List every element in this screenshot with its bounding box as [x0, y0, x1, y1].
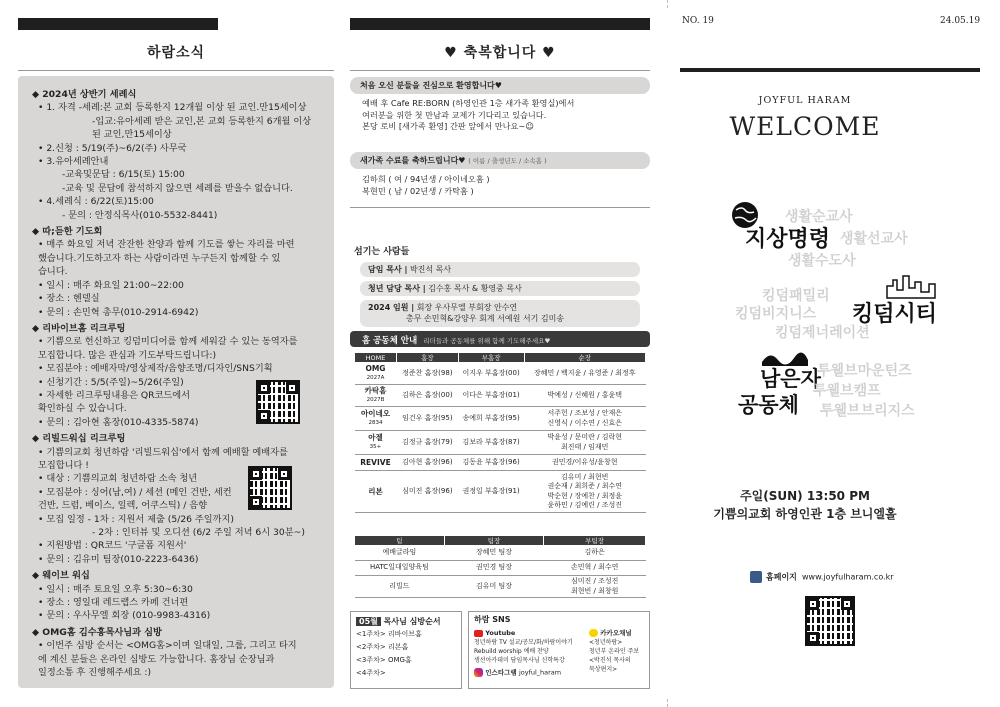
- kakao-icon: [589, 629, 598, 637]
- home-name: 카탁홈 2027B: [355, 385, 397, 407]
- news-line: • 지원방법 : QR코드 '구글폼 지원서': [38, 540, 187, 552]
- news-section-title: ◆ 웨이브 워십: [32, 570, 90, 582]
- table-row: [355, 561, 646, 576]
- news-line: 건반, 드럼, 베이스, 일렉, 어쿠스틱) / 음향: [38, 500, 208, 512]
- home-sun: 김유미 / 최현빈 권순재 / 최희준 / 최수연 박순현 / 장예찬 / 최정윤 윤하민 / 김예린 / 조성진: [524, 471, 646, 513]
- news-line: • 일시 : 매주 토요일 오후 5:30~6:30: [38, 583, 193, 595]
- news-title: 하람소식: [146, 45, 206, 61]
- table-row: [355, 363, 646, 385]
- bless-panel: [350, 0, 650, 707]
- vision-text: 투웰브캠프: [813, 383, 881, 399]
- vision-text: 생활순교사: [785, 209, 853, 225]
- news-line: • 기쁨으로 헌신하고 킹덤미디어를 함께 세워갈 수 있는 동역자를: [38, 336, 298, 348]
- homes-table: [354, 352, 646, 513]
- news-line: - 2차 : 인터뷰 및 오디션 (6/2 주일 저녁 6시 30분~): [92, 527, 305, 538]
- youtube-link[interactable]: Youtube: [474, 629, 584, 638]
- news-line: • 문의 : 손민혁 총무(010-2914-6942): [38, 306, 199, 318]
- news-line: 에 계신 분들은 온라인 심방도 가능합니다. 홈장님 순장님과: [38, 653, 275, 665]
- servants-title: 섬기는 사람들: [354, 247, 410, 257]
- home-leader: 임건우 홈장(95): [396, 407, 458, 431]
- vision-title: 남은자 공동체: [738, 367, 821, 417]
- wave-icon: [760, 348, 810, 368]
- news-line: • 매주 화요일 저녁 잔잔한 찬양과 함께 기도를 쌓는 자리를 마련: [38, 239, 295, 251]
- team-name: 리빌드: [355, 576, 445, 598]
- servant-row-officers: 2024 임원 | 회장 우사무엘 부회장 안수연 총무 손민혁&강양우 회계 서예원 서기 김미송: [360, 300, 640, 327]
- team-leader: 장혜민 팀장: [444, 546, 544, 561]
- home-sub-leader: 권정일 부홈장(91): [458, 471, 524, 513]
- home-sub-leader: 김동윤 부홈장(96): [458, 455, 524, 471]
- news-line: • 문의 : 우사무엘 회장 (010-9983-4316): [38, 610, 211, 622]
- graduation-list: 김하희 ( 여 / 94년생 / 아이네오홈 ) 복현민 ( 남 / 02년생 / 카탁홈 ): [362, 174, 490, 196]
- news-line: -입교:유아세례 받은 교인,본 교회 등록한지 6개월 이상: [92, 115, 312, 127]
- servant-row: 청년 담당 목사 | 김수홍 목사 & 황영중 목사: [360, 281, 640, 296]
- home-leader: 김정규 홈장(79): [396, 431, 458, 455]
- news-line: • 자세한 리크루팅내용은 QR코드에서: [38, 389, 191, 401]
- news-line: • 모집 일정 - 1차 : 지원서 제출 (5/26 주일까지): [38, 513, 235, 525]
- vision-text: 킹덤패밀리: [762, 288, 830, 304]
- cover-panel: [680, 0, 980, 707]
- col-header: 홈장: [396, 353, 458, 363]
- home-sun: 장혜민 / 백지윤 / 유영준 / 최정후: [524, 363, 646, 385]
- home-sub-leader: 이다은 부홈장(01): [458, 385, 524, 407]
- vision-text: 투웰브마운틴즈: [817, 363, 912, 379]
- team-name: 예배글라임: [355, 546, 445, 561]
- news-line: • 4.세례식 : 6/22(토)15:00: [38, 196, 154, 208]
- teams-table: [354, 535, 646, 598]
- vision-title: 킹덤시티: [852, 302, 938, 327]
- table-row: [355, 576, 646, 598]
- news-line: 모집합니다. 많은 관심과 기도부탁드립니다:): [38, 349, 217, 361]
- vision-title: 지상명령: [745, 227, 831, 252]
- bless-title: ♥ 축복합니다 ♥: [444, 45, 556, 61]
- table-row: [355, 385, 646, 407]
- news-line: • 2.신청 : 5/19(주)~6/2(주) 사무국: [38, 142, 187, 154]
- city-icon: [885, 270, 940, 300]
- news-section-title: ◆ 2024년 상반기 세례식: [32, 89, 137, 100]
- col-header: 팀: [355, 536, 445, 546]
- vision-text: 생활선교사: [840, 231, 908, 247]
- col-header: 팀장: [444, 536, 544, 546]
- news-line: 모집합니다 !: [38, 459, 89, 471]
- news-line: • 문의 : 김유미 팀장(010-2223-6436): [38, 553, 199, 565]
- sns-box: 하람 SNS Youtube 청년하람 TV 설교/공모/화/하람이야기 Rebuild worship 예배 찬양 생선아카데미 담임목사님 신학특강 인스타그램 joyful_haram 카카오채널 <청년하람> 청년부 온라인 주보 <박진석 목사의 묵상편지>: [468, 611, 650, 689]
- homepage-qr-code[interactable]: [805, 596, 855, 646]
- home-sub-leader: 이지우 부홈장(00): [458, 363, 524, 385]
- homepage-link[interactable]: 홈페이지 www.joyfulharam.co.kr: [750, 571, 894, 583]
- vision-text: 킹덤비지니스: [735, 306, 817, 322]
- home-sun: 권민경/이유성/윤창현: [524, 455, 646, 471]
- home-leader: 심미진 홈장(96): [396, 471, 458, 513]
- home-leader: 정준찬 홈장(98): [396, 363, 458, 385]
- kakao-link[interactable]: 카카오채널: [589, 629, 649, 638]
- team-sub: 김하은: [544, 546, 646, 561]
- table-row: [355, 455, 646, 471]
- visit-order-box: 05월 목사님 심방순서 <1주차> 리바이브홈 <2주차> 리본홈 <3주차> OMG홈 <4주차>: [350, 611, 462, 689]
- news-line: • 3.유아세례안내: [38, 156, 109, 168]
- youtube-icon: [474, 630, 483, 637]
- news-line: • 장소 : 헨델실: [38, 293, 100, 305]
- home-sun: 박예성 / 신혜원 / 홍윤택: [524, 385, 646, 407]
- col-header: 부홈장: [458, 353, 524, 363]
- home-sub-leader: 김보라 부홈장(87): [458, 431, 524, 455]
- home-sun: 박윤성 / 문미란 / 김락현 최진태 / 임재민: [524, 431, 646, 455]
- news-line: 일정소통 후 진행해주세요 :): [38, 667, 152, 679]
- table-row: [355, 407, 646, 431]
- news-line: 된 교인,만15세이상: [92, 129, 172, 141]
- news-line: • 모집분야 : 싱어(남,여) / 세션 (메인 건반, 세컨: [38, 486, 232, 498]
- news-line: -교육및문답 : 6/15(토) 15:00: [62, 169, 185, 181]
- news-panel: [18, 0, 334, 707]
- home-name: 아젤 35+: [355, 431, 397, 455]
- divider: [350, 207, 650, 208]
- home-name: OMG 2027A: [355, 363, 397, 385]
- home-sub-leader: 송예희 부홈장(95): [458, 407, 524, 431]
- divider: [18, 70, 334, 71]
- team-leader: 김유미 팀장: [444, 576, 544, 598]
- servant-row: 담임 목사 | 박진석 목사: [360, 262, 640, 277]
- instagram-icon: [474, 668, 483, 677]
- home-name: 리본: [355, 471, 397, 513]
- news-line: • 대상 : 기쁨의교회 청년하람 소속 청년: [38, 473, 198, 485]
- news-line: 했습니다.기도하고자 하는 사람이라면 누구든지 함께할 수 있: [38, 252, 281, 264]
- home-leader: 김하은 홈장(00): [396, 385, 458, 407]
- table-row: [355, 431, 646, 455]
- welcome-text: 예배 후 Cafe RE:BORN (하영인관 1층 새가족 환영실)에서 여러분을 위한 첫 만남과 교제가 기다리고 있습니다. 본당 로비 [새가족 환영] 간판 앞에서 만나요~☺: [362, 98, 575, 131]
- header-bar: [350, 18, 650, 30]
- homepage-icon: [750, 571, 762, 583]
- news-line: -교육 및 문답에 참석하지 않으면 세례를 받을수 없습니다.: [62, 182, 293, 194]
- news-section-title: ◆ 리바이브홈 리크루팅: [32, 322, 126, 334]
- revive-qr-code[interactable]: [256, 380, 300, 424]
- news-line: 확인하실 수 있습니다.: [38, 403, 127, 415]
- vision-text: 투웰브브리지스: [820, 403, 915, 419]
- news-section-title: ◆ OMG홈 김수홍목사님과 심방: [32, 626, 162, 638]
- news-section-title: ◆ 리빌드워십 리크루팅: [32, 433, 126, 445]
- team-sub: 심미진 / 조성진 최현빈 / 최창원: [544, 576, 646, 598]
- col-header: 순장: [524, 353, 646, 363]
- team-sub: 손민혁 / 최수연: [544, 561, 646, 576]
- divider: [350, 70, 650, 71]
- table-row: [355, 471, 646, 513]
- cover-subtitle: JOYFUL HARAM: [758, 95, 852, 106]
- news-line: • 일시 : 매주 화요일 21:00~22:00: [38, 279, 184, 291]
- news-line: - 문의 : 안정식목사(010-5532-8441): [62, 209, 218, 221]
- news-line: • 문의 : 김아현 홈장(010-4335-5874): [38, 416, 199, 428]
- issue-number: NO. 19: [682, 16, 714, 26]
- home-sun: 서주헌 / 조보성 / 안재은 신영식 / 이수연 / 신효은: [524, 407, 646, 431]
- news-line: 습니다.: [38, 266, 68, 278]
- team-name: HATC일대일양육팀: [355, 561, 445, 576]
- cover-title: WELCOME: [729, 112, 881, 141]
- cover-bar: [680, 68, 980, 72]
- instagram-link[interactable]: 인스타그램 joyful_haram: [474, 668, 584, 678]
- news-line: • 모집분야 : 예배자막/영상제작/음향조명/디자인/SNS기획: [38, 363, 273, 375]
- col-header: 부팀장: [544, 536, 646, 546]
- graduation-heading: 새가족 수료를 축하드립니다♥ ( 이름 / 출생년도 / 소속홈 ): [350, 152, 650, 169]
- fold-mark-bottom: [667, 699, 668, 707]
- home-name: REVIVE: [355, 455, 397, 471]
- home-name: 아이네오 2834: [355, 407, 397, 431]
- header-bar: [18, 18, 218, 30]
- news-section-title: ◆ 따;듣한 기도회: [32, 226, 103, 238]
- table-row: [355, 546, 646, 561]
- homes-heading: 홈 공동체 안내 리더들과 공동체를 위해 함께 기도해주세요♥: [350, 331, 650, 347]
- fold-mark-top: [667, 0, 668, 8]
- news-line: • 신청기간 : 5/5(주일)~5/26(주일): [38, 376, 184, 388]
- news-line: • 1. 자격 -세례:본 교회 등록한지 12개월 이상 된 교인.만15세이상: [38, 102, 307, 114]
- service-info: 주일(SUN) 13:50 PM 기쁨의교회 하영인관 1층 브니엘홀: [713, 489, 897, 521]
- col-header: HOME: [355, 353, 397, 363]
- vision-text: 생활수도사: [788, 253, 856, 269]
- news-line: • 기쁨의교회 청년하람 '리빌드워십'에서 함께 예배할 예배자를: [38, 446, 288, 458]
- home-leader: 김아현 홈장(96): [396, 455, 458, 471]
- issue-date: 24.05.19: [940, 16, 981, 26]
- welcome-heading: 처음 오신 분들을 진심으로 환영합니다♥: [350, 77, 650, 94]
- rebuild-qr-code[interactable]: [248, 466, 292, 510]
- vision-text: 킹덤제너레이션: [775, 325, 870, 341]
- team-leader: 권민경 팀장: [444, 561, 544, 576]
- news-line: • 장소 : 영일대 레드랩스 카페 건너편: [38, 597, 189, 609]
- news-line: • 이번주 심방 순서는 <OMG홈>이며 일대일, 그룹, 그리고 타지: [38, 640, 297, 652]
